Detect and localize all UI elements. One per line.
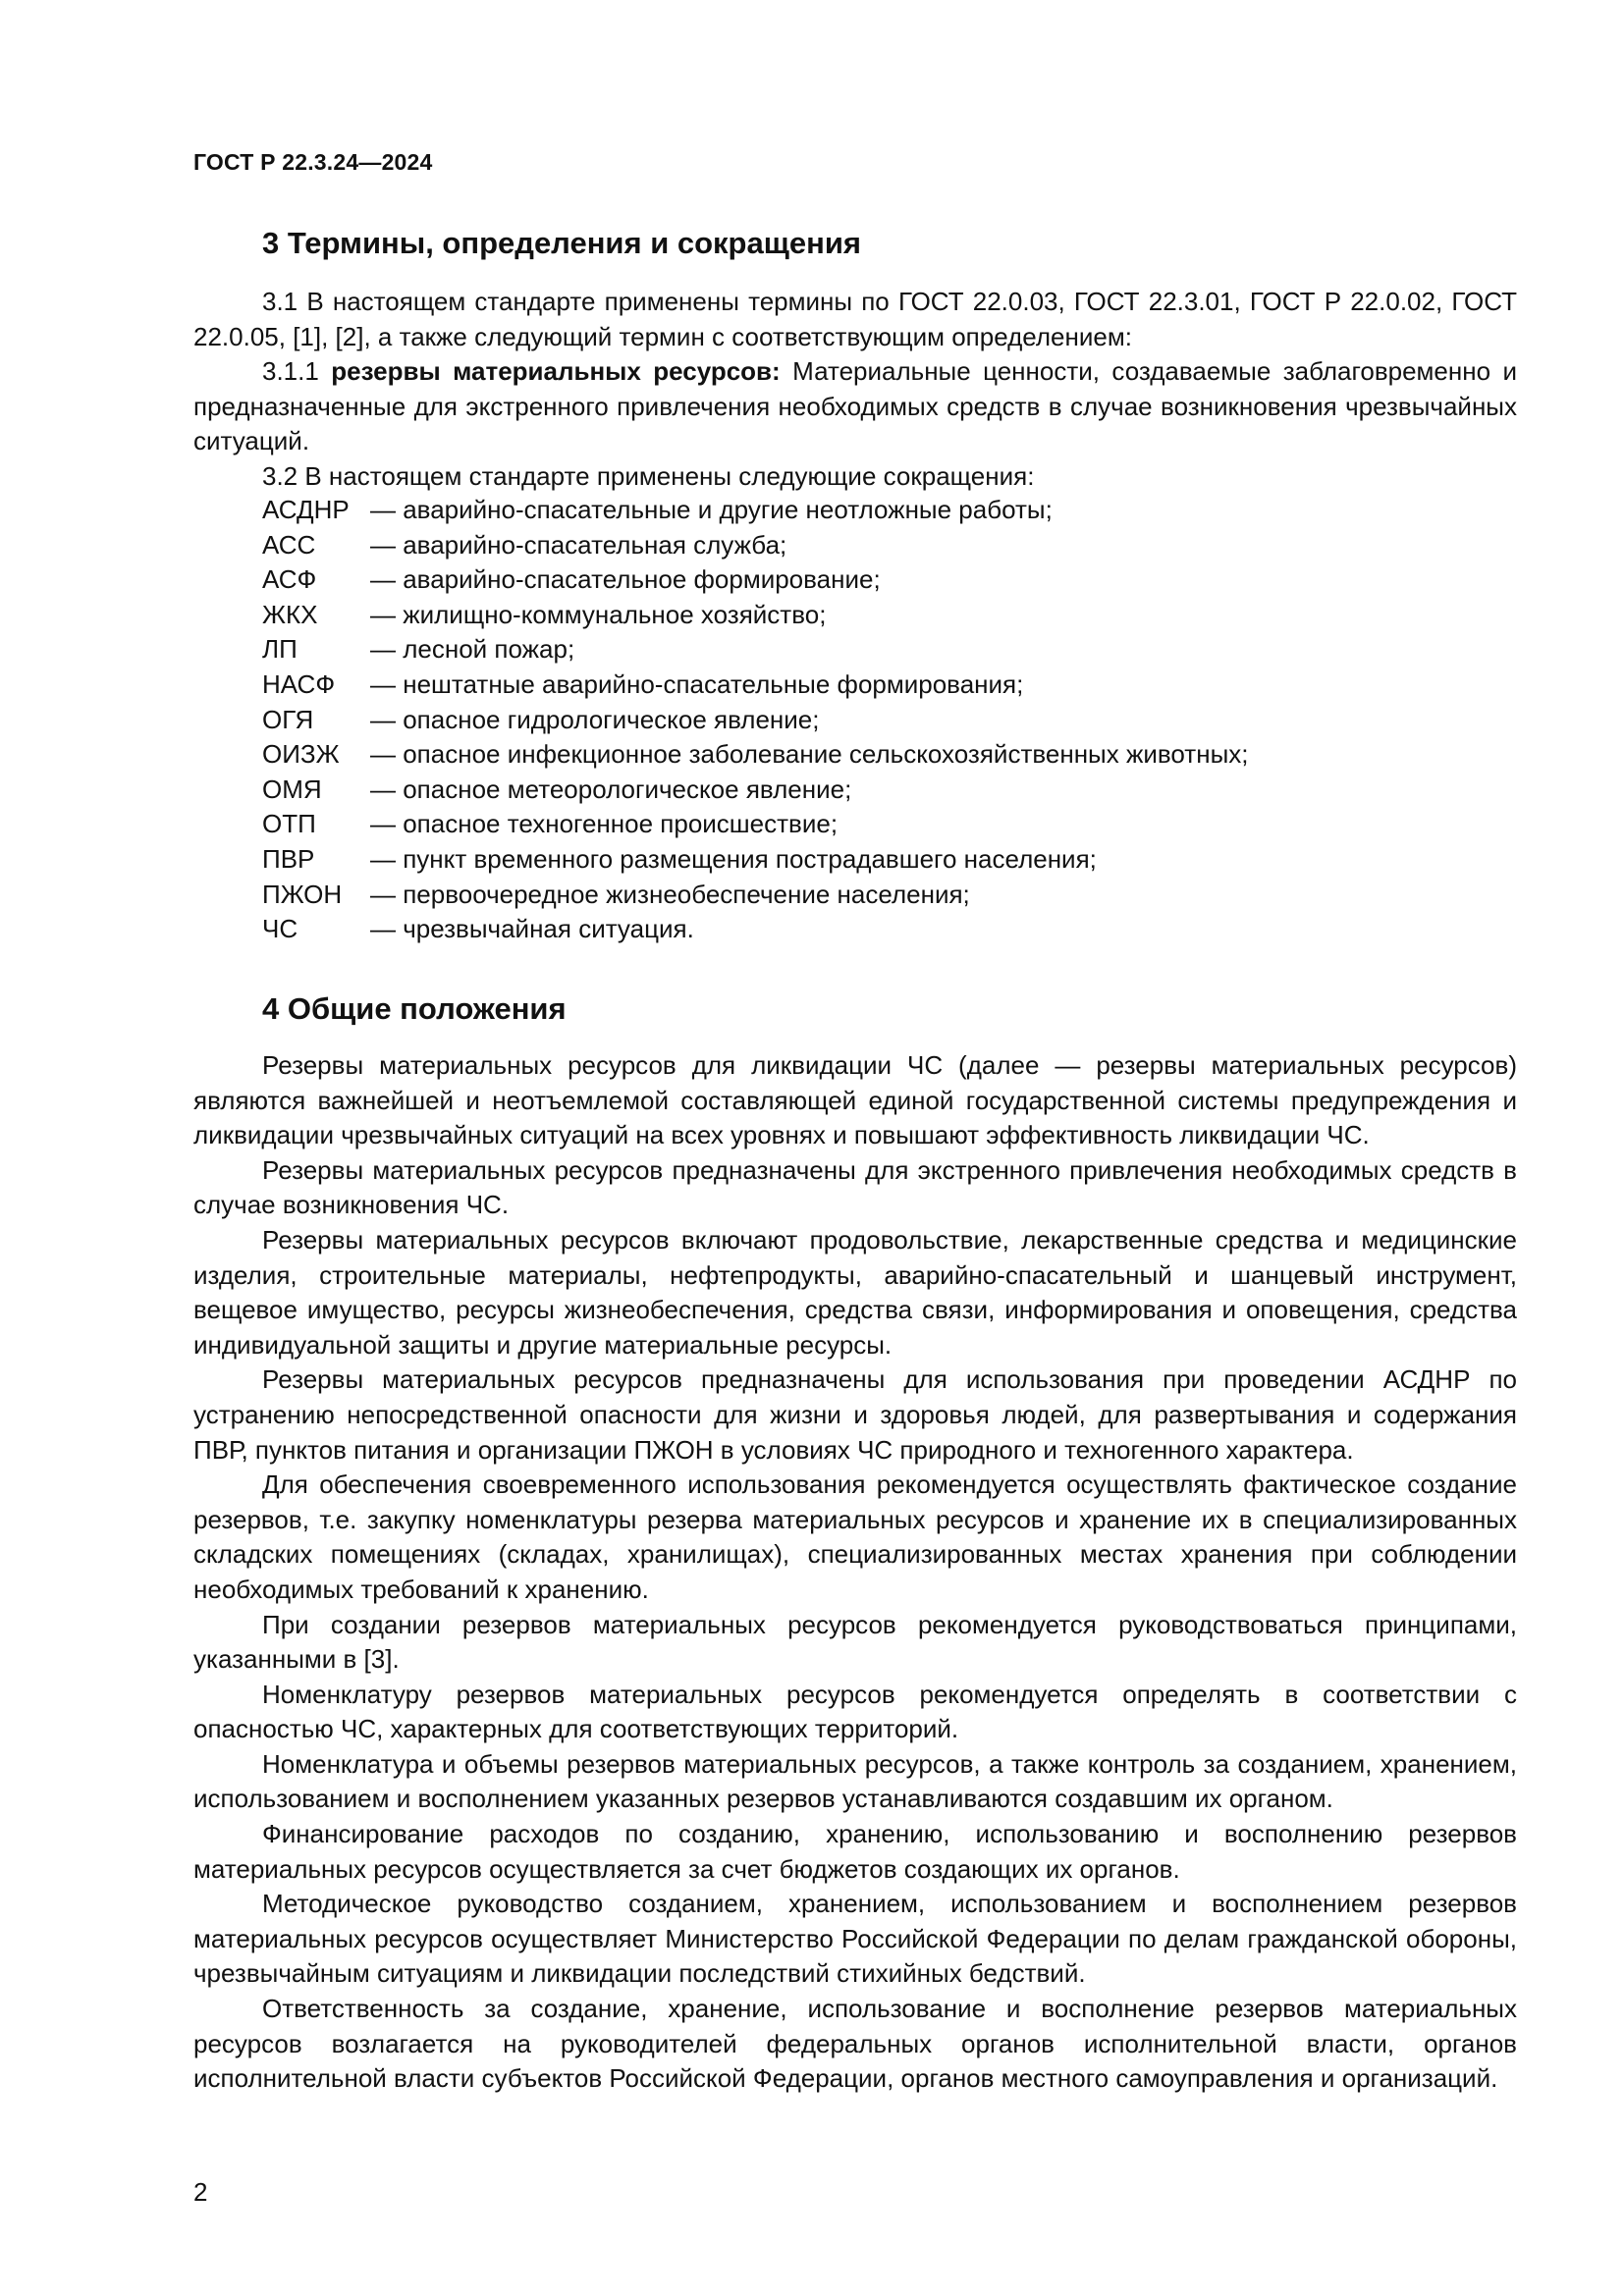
abbreviation-definition: — жилищно-коммунальное хозяйство; — [370, 599, 827, 629]
abbreviation-definition: — аварийно-спасательные и другие неотложные работы; — [370, 495, 1053, 524]
abbreviation: ЛП — [262, 634, 298, 665]
abbreviation-row — [262, 667, 1248, 703]
abbreviation-definition: — первоочередное жизнеобеспечение населения; — [370, 879, 970, 909]
term-name: резервы материальных ресурсов: — [331, 356, 781, 387]
abbreviation: АСДНР — [262, 495, 350, 524]
section-3-intro — [193, 285, 1517, 495]
abbreviation: ОМЯ — [262, 774, 322, 804]
abbreviation-definition: — опасное техногенное происшествие; — [370, 809, 839, 839]
abbreviation-row — [262, 703, 1248, 738]
abbreviation-definition: — нештатные аварийно-спасательные формирования; — [370, 668, 1024, 699]
term-number: 3.1.1 — [262, 356, 332, 387]
abbreviation-row — [262, 878, 1248, 913]
abbreviation-row — [262, 737, 1248, 773]
abbreviation-row — [262, 807, 1248, 842]
abbreviation: ОИЗЖ — [262, 739, 340, 770]
abbreviation: АСФ — [262, 564, 317, 595]
section-4-title: 4 Общие положения — [262, 991, 567, 1026]
paragraph-3-1: 3.1 В настоящем стандарте применены термины по ГОСТ 22.0.03, ГОСТ 22.3.01, ГОСТ Р 22.0.02, ГОСТ 22.0.05, [1], [2], а также следующий термин с соответствующим определением: — [193, 287, 1517, 351]
term-definition: Материальные ценности, создаваемые заблаговременно и предназначенные для экстренного привлечения необходимых средств в случае возникновения чрезвычайных ситуаций. — [193, 356, 1517, 456]
abbreviation-definition: — опасное гидрологическое явление; — [370, 704, 820, 734]
section-4-paragraph: Резервы материальных ресурсов предназначены для использования при проведении АСДНР по устранению непосредственной опасности для жизни и здоровья людей, для развертывания и содержания ПВР, пунктов питания и организации ПЖОН в условиях ЧС природного и техногенного характера. — [193, 1364, 1517, 1465]
section-4-paragraph: Для обеспечения своевременного использования рекомендуется осуществлять фактическое создание резервов, т.е. закупку номенклатуры резерва материальных ресурсов и хранение их в специализированных складских помещениях (складах, хранилищах), специализированных местах хранения при соблюдении необходимых требований к хранению. — [193, 1469, 1517, 1604]
abbreviation-row — [262, 912, 1248, 947]
abbreviation-definition: — опасное инфекционное заболевание сельскохозяйственных животных; — [370, 739, 1249, 770]
paragraph-3-2: 3.2 В настоящем стандарте применены следующие сокращения: — [262, 460, 1035, 491]
abbreviation: ПВР — [262, 843, 315, 874]
abbreviation-row — [262, 632, 1248, 667]
section-4-paragraph: При создании резервов материальных ресурсов рекомендуется руководствоваться принципами, указанными в [3]. — [193, 1609, 1517, 1675]
page-number: 2 — [193, 2177, 208, 2207]
abbreviation-row — [262, 493, 1248, 528]
abbreviation-row — [262, 528, 1248, 563]
abbreviation-definition: — аварийно-спасательная служба; — [370, 529, 787, 560]
abbreviation-row — [262, 773, 1248, 808]
abbreviation: ЧС — [262, 914, 298, 944]
abbreviation-row — [262, 598, 1248, 633]
abbreviation-definition: — чрезвычайная ситуация. — [370, 914, 694, 944]
section-4-paragraph: Ответственность за создание, хранение, использование и восполнение резервов материальных ресурсов возлагается на руководителей федеральных органов исполнительной власти, органов исполнительной власти субъектов Российской Федерации, органов местного самоуправления и организаций. — [193, 1994, 1517, 2094]
section-4-paragraph: Методическое руководство созданием, хранением, использованием и восполнением резервов материальных ресурсов осуществляет Министерство Российской Федерации по делам гражданской обороны, чрезвычайным ситуациям и ликвидации последствий стихийных бедствий. — [193, 1889, 1517, 1989]
abbreviation-definition: — аварийно-спасательное формирование; — [370, 564, 881, 595]
section-4-paragraph: Финансирование расходов по созданию, хранению, использованию и восполнению резервов материальных ресурсов осуществляется за счет бюджетов создающих их органов. — [193, 1819, 1517, 1884]
abbreviation-row — [262, 562, 1248, 598]
abbreviation: ОТП — [262, 809, 316, 839]
section-4-paragraph: Резервы материальных ресурсов включают продовольствие, лекарственные средства и медицинские изделия, строительные материалы, нефтепродукты, аварийно-спасательный и шанцевый инструмент, вещевое имущество, ресурсы жизнеобеспечения, средства связи, информирования и оповещения, средства индивидуальной защиты и другие материальные ресурсы. — [193, 1224, 1517, 1360]
section-4-paragraph: Резервы материальных ресурсов предназначены для экстренного привлечения необходимых средств в случае возникновения ЧС. — [193, 1154, 1517, 1220]
abbreviation-definition: — опасное метеорологическое явление; — [370, 774, 852, 804]
section-4-paragraph: Номенклатура и объемы резервов материальных ресурсов, а также контроль за созданием, хранением, использованием и восполнением указанных резервов устанавливаются создавшим их органом. — [193, 1748, 1517, 1814]
section-4-paragraph: Номенклатуру резервов материальных ресурсов рекомендуется определять в соответствии с опасностью ЧС, характерных для соответствующих территорий. — [193, 1679, 1517, 1744]
section-4-body — [193, 1048, 1517, 2097]
abbreviation-row — [262, 842, 1248, 878]
abbreviation: ЖКХ — [262, 599, 318, 629]
abbreviation: НАСФ — [262, 668, 336, 699]
section-3-title: 3 Термины, определения и сокращения — [262, 226, 861, 260]
paragraph-3-1-1 — [193, 354, 1517, 459]
abbreviation-definition: — лесной пожар; — [370, 634, 575, 665]
abbreviation-list — [262, 493, 1248, 947]
abbreviation: АСС — [262, 529, 316, 560]
document-header: ГОСТ Р 22.3.24—2024 — [193, 149, 433, 175]
abbreviation-definition: — пункт временного размещения пострадавшего населения; — [370, 843, 1097, 874]
section-4-paragraph: Резервы материальных ресурсов для ликвидации ЧС (далее — резервы материальных ресурсов) являются важнейшей и неотъемлемой составляющей единой государственной системы предупреждения и ликвидации чрезвычайных ситуаций на всех уровнях и повышают эффективность ликвидации ЧС. — [193, 1050, 1517, 1150]
abbreviation: ПЖОН — [262, 879, 343, 909]
abbreviation: ОГЯ — [262, 704, 314, 734]
